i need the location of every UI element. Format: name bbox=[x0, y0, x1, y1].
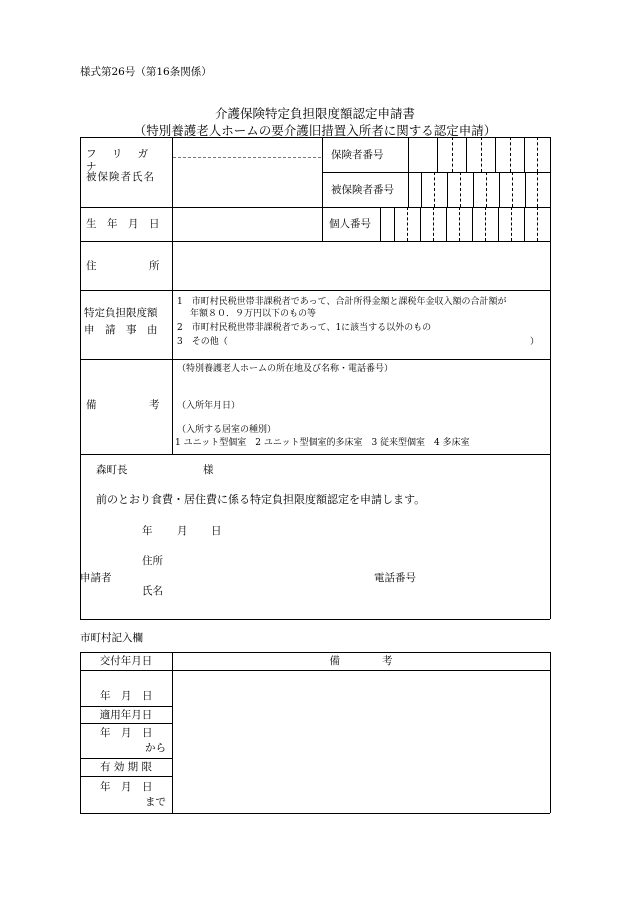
insured-name-label: 被保険者氏名 bbox=[86, 171, 155, 183]
reason-label-line1: 特定負担限度額 bbox=[84, 307, 158, 319]
reason-option-3: 3 その他（ bbox=[177, 337, 228, 347]
issue-date-ymd: 年 月 日 bbox=[100, 690, 153, 702]
furigana-label: フ リ ガ ナ bbox=[86, 148, 155, 173]
validity-label: 有 効 期 限 bbox=[99, 761, 152, 773]
honorific: 様 bbox=[203, 464, 214, 476]
reason-option-3-close: ） bbox=[530, 337, 540, 347]
addressee: 森町長 bbox=[96, 464, 128, 476]
individual-number-label: 個人番号 bbox=[329, 218, 371, 230]
phone-label: 電話番号 bbox=[374, 572, 416, 584]
remarks-room-types: 1 ユニット型個室 2 ユニット型個室的多床室 3 従来型個室 4 多床室 bbox=[175, 438, 470, 448]
form-number: 様式第26号（第16条関係） bbox=[80, 66, 212, 78]
until-label: まで bbox=[145, 796, 166, 808]
reason-label-line2: 申 請 事 由 bbox=[84, 324, 158, 336]
insured-number-label: 被保険者番号 bbox=[331, 184, 394, 196]
address-label: 住 所 bbox=[86, 260, 160, 272]
application-statement: 前のとおり食費・居住費に係る特定負担限度額認定を申請します。 bbox=[96, 493, 426, 506]
form-subtitle: （特別養護老人ホームの要介護旧措置入所者に関する認定申請） bbox=[133, 123, 497, 138]
applicant-address-label: 住所 bbox=[142, 555, 163, 567]
insurer-number-label: 保険者番号 bbox=[331, 149, 384, 161]
reason-option-2: 2 市町村民税世帯非課税者であって、1に該当する以外のもの bbox=[177, 323, 432, 333]
application-date-year: 年 bbox=[142, 525, 153, 537]
validity-ymd: 年 月 日 bbox=[100, 781, 153, 793]
reason-option-1: 1 市町村民税世帯非課税者であって、合計所得金額と課税年金収入額の合計額が bbox=[177, 297, 507, 307]
applicant-label: 申請者 bbox=[80, 572, 112, 584]
remarks-label: 備 考 bbox=[86, 399, 160, 411]
remarks-facility: （特別養護老人ホームの所在地及び名称・電話番号） bbox=[177, 364, 394, 374]
reason-option-1-cont: 年額８０．９万円以下のもの等 bbox=[190, 309, 317, 319]
remarks-room-type-heading: （入所する居室の種別） bbox=[177, 425, 277, 435]
applicant-name-label: 氏名 bbox=[142, 585, 163, 597]
applicable-date-ymd: 年 月 日 bbox=[100, 727, 153, 739]
applicable-date-label: 適用年月日 bbox=[99, 709, 153, 721]
application-date-month: 月 bbox=[177, 525, 188, 537]
application-date-day: 日 bbox=[211, 525, 222, 537]
from-label: から bbox=[145, 742, 166, 754]
birthdate-label: 生 年 月 日 bbox=[86, 218, 160, 230]
office-section-title: 市町村記入欄 bbox=[80, 632, 143, 644]
office-remarks-header: 備 考 bbox=[329, 655, 393, 667]
issue-date-label: 交付年月日 bbox=[99, 655, 153, 667]
form-title: 介護保険特定負担限度額認定申請書 bbox=[214, 106, 415, 121]
remarks-admission-date: （入所年月日） bbox=[177, 401, 241, 411]
